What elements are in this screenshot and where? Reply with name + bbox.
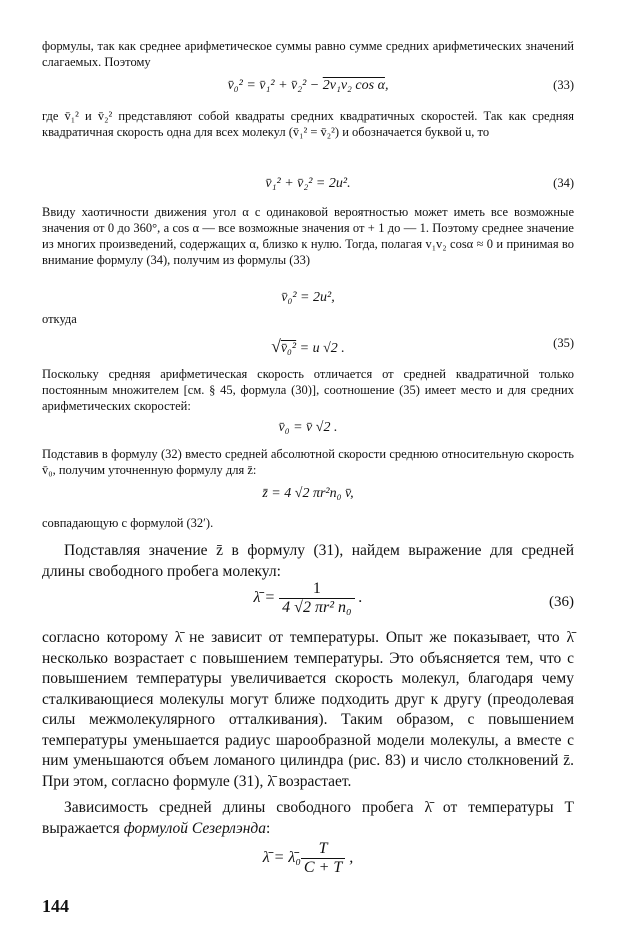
equation-34-number: (34): [553, 176, 574, 190]
equation-36-number: (36): [549, 594, 574, 610]
equation-z: [42, 486, 574, 502]
equation-35: [42, 336, 574, 357]
equation-sutherland-tail: ,: [345, 849, 354, 867]
equation-33-number: (33): [553, 78, 574, 92]
equation-33-lhs: v̄₀² = v̄₁² + v̄₂² −: [227, 78, 323, 93]
paragraph-6: Подставив в формулу (32) вместо средней абсолютной скорости среднюю относительную скорость v̄₀, получим уточненную формулу для z̄:: [42, 447, 574, 477]
paragraph-10-start: Зависимость средней длины свободного пробега λ̄ от температуры T выражается: [42, 799, 574, 837]
paragraph-4: откуда: [42, 312, 77, 326]
equation-avg-speed: [42, 420, 574, 436]
paragraph-3: Ввиду хаотичности движения угол α с одинаковой вероятностью может иметь все возможные значения от 0 до 360°, а cos α — все возможные значения от + 1 до — 1. Поэтому среднее значение из многих произведений, содержащих α, близко к нулю. Тогда, полагая v₁v₂ cosα ≈ 0 и принимая во внимание формулу (34), получим из формулы (33): [42, 205, 574, 267]
equation-sutherland-denominator: C + T: [303, 859, 343, 876]
paragraph-5: Поскольку средняя арифметическая скорость отличается от средней квадратичной только постоянным множителем [см. § 45, формула (30)], соотношение (35) имеет место и для средних арифметических скоростей:: [42, 367, 574, 413]
paragraph-2: где v̄₁² и v̄₂² представляют собой квадраты средних квадратичных скоростей. Так как средняя квадратичная скорость одна для всех молекул (v̄₁² = v̄₂²) и обозначается буквой u, то: [42, 109, 574, 139]
equation-sutherland-numerator: T: [301, 840, 345, 859]
equation-36-fraction: [279, 580, 354, 617]
sutherland-formula-term: формулой Сезерлэнда: [123, 819, 266, 837]
equation-z-body: z̄ = 4 √2 πr²n₀ v̄,: [262, 486, 354, 501]
equation-sutherland: [42, 840, 574, 877]
equation-35-number: (35): [553, 336, 574, 350]
equation-v0-squared-body: v̄₀² = 2u²,: [281, 290, 335, 305]
equation-v0-squared: [42, 290, 574, 306]
equation-sutherland-fraction: [301, 840, 345, 877]
paragraph-9: согласно которому λ̄ не зависит от температуры. Опыт же показывает, что λ̄ несколько возрастает с повышением температуры. Это объясняется тем, что с повышением температуры увеличивается скорость молекул, благодаря чему сталкивающиеся молекулы могут ближе подходить друг к другу (преодолевая силы межмолекулярного отталкивания). Таким образом, с повышением температуры уменьшается радиус шарообразной модели молекулы, а вместе с ним уменьшаются объем ломаного цилиндра (рис. 83) и число столкновений z̄. При этом, согласно формуле (31), λ̄ возрастает.: [42, 629, 574, 790]
equation-35-rhs: = u √2 .: [296, 341, 345, 356]
equation-sutherland-lhs: λ̄ = λ̄₀: [262, 849, 301, 867]
equation-36-lhs: λ̄ =: [253, 589, 280, 607]
equation-34-body: v̄₁² + v̄₂² = 2u².: [265, 176, 351, 191]
paragraph-10-end: :: [265, 819, 271, 837]
paragraph-10: [42, 798, 574, 839]
radical-sign: √: [271, 336, 281, 356]
equation-36-denominator: 4 √2 πr² n₀: [282, 599, 352, 616]
equation-33-product: 2v₁v₂ cos α: [322, 78, 385, 93]
equation-35-radicand: v̄₀²: [280, 341, 297, 356]
equation-33: v̄₀² = v̄₁² + v̄₂² − 2v₁v₂ cos α, (33): [227, 78, 574, 93]
paragraph-1: формулы, так как среднее арифметическое суммы равно сумме средних арифметических значений слагаемых. Поэтому: [42, 39, 574, 69]
equation-36-tail: .: [354, 589, 363, 607]
equation-36: [42, 580, 574, 617]
equation-34: [42, 176, 574, 192]
equation-36-numerator: 1: [279, 580, 354, 599]
paragraph-8: Подставляя значение z̄ в формулу (31), найдем выражение для средней длины свободного пробега молекул:: [42, 542, 574, 580]
page-number: 144: [42, 896, 69, 916]
paragraph-7: совпадающую с формулой (32′).: [42, 516, 214, 530]
equation-avg-speed-body: v̄₀ = v̄ √2 .: [278, 420, 338, 435]
